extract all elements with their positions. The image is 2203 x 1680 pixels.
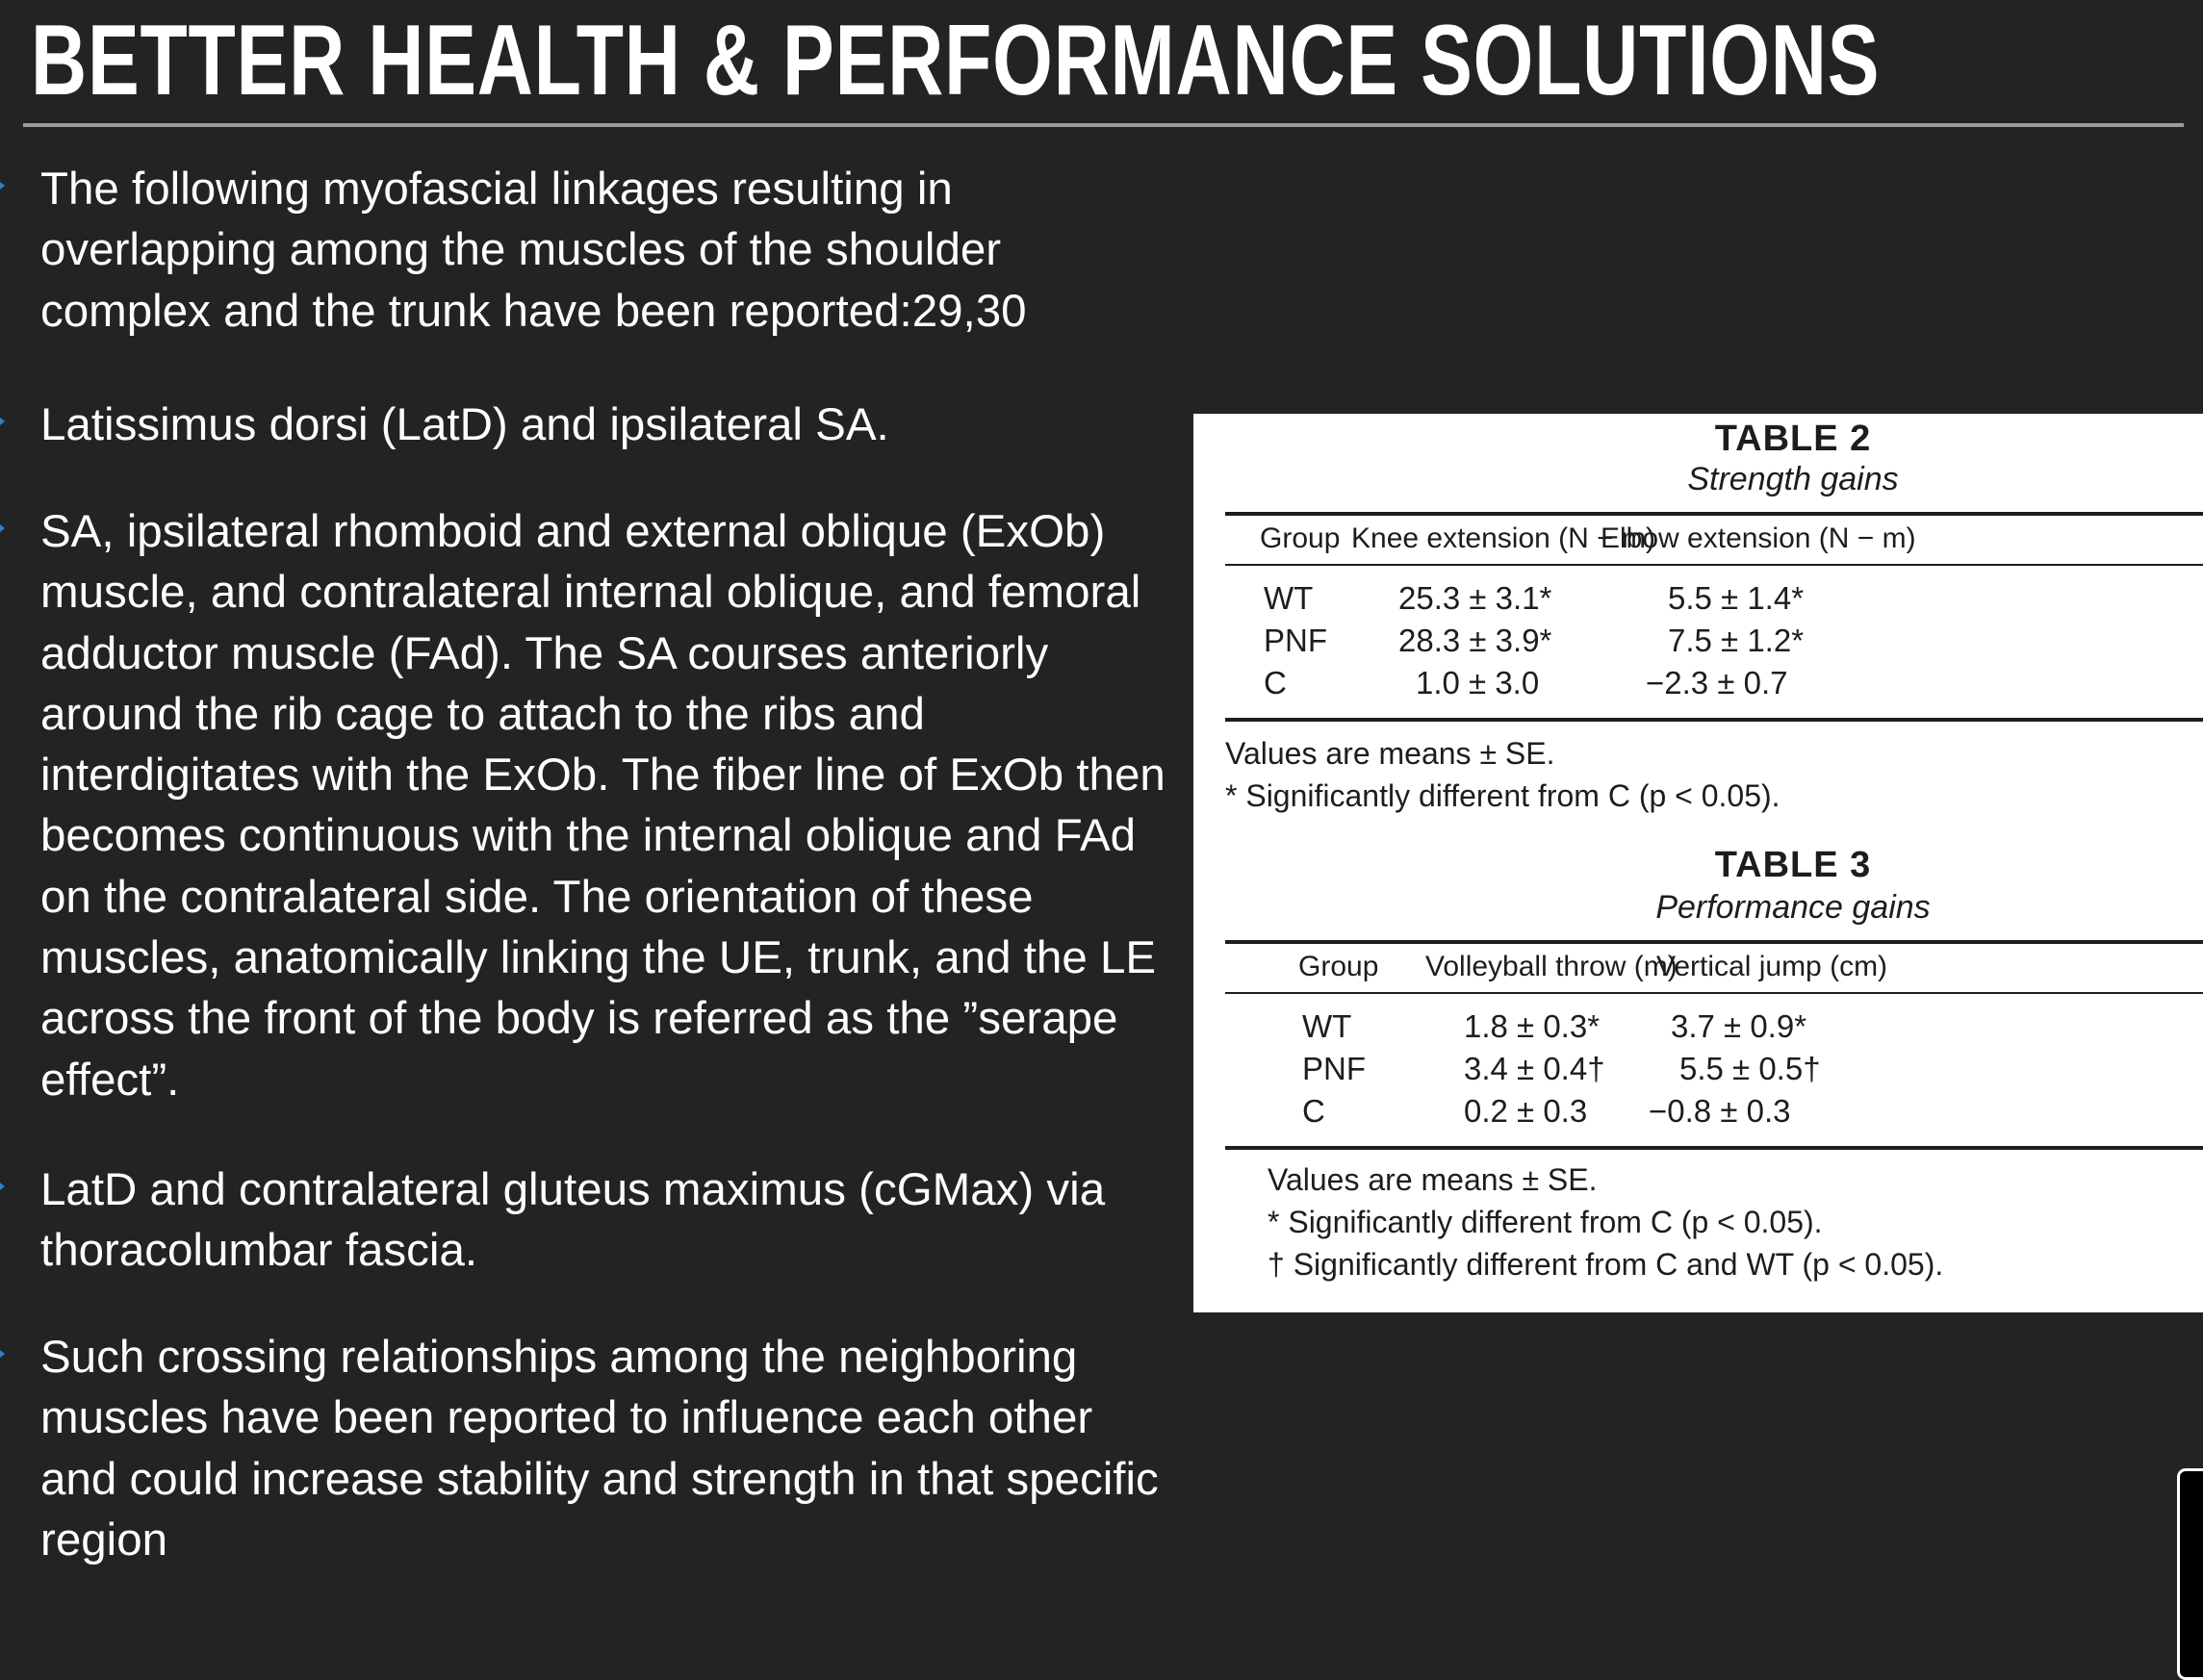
slide-title: BETTER HEALTH & PERFORMANCE SOLUTIONS [31,5,1881,116]
table-note: Values are means ± SE. [1268,1162,1598,1197]
column-header: Volleyball throw (m) [1425,951,1678,982]
column-header: Knee extension (N − m) [1351,522,1655,554]
tables-image [1193,414,2203,1312]
table-note: * Significantly different from C (p < 0.05). [1268,1205,1823,1239]
column-header: Elbow extension (N − m) [1601,522,1916,554]
table-cell: PNF [1302,1051,1366,1086]
table-title: TABLE 3 [1714,845,1872,885]
table-cell: 0.2 ± 0.3 [1464,1093,1588,1129]
bullet-text: Latissimus dorsi (LatD) and ipsilateral SA. [40,399,889,450]
table-cell: 3.4 ± 0.4† [1464,1051,1605,1086]
table-cell: WT [1264,580,1314,616]
table-bottom-rule [1225,718,2203,722]
table-note: † Significantly different from C and WT (p < 0.05). [1268,1247,1944,1282]
table-cell: PNF [1264,623,1327,658]
bullet-item [0,1159,1174,1282]
table-note: Values are means ± SE. [1225,736,1555,771]
table-top-rule [1225,512,2203,516]
column-header: Group [1298,951,1379,982]
column-header: Group [1260,522,1341,554]
scrollbar-handle[interactable] [2177,1468,2203,1680]
bullet-item [0,395,1174,455]
bullet-arrow-icon [0,1350,5,1358]
bullet-text: SA, ipsilateral rhomboid and external oblique (ExOb) muscle, and contralateral internal oblique, and femoral adductor muscle (FAd). The SA courses anteriorly around the rib cage to attach to the ribs and interdigitates with the ExOb. The fiber line of ExOb then becomes continuous with the internal oblique and FAd on the contralateral side. The orientation of these muscles, anatomically linking the UE, trunk, and the LE across the front of the body is referred as the ”serape effect”. [40,506,1166,1106]
bullet-arrow-icon [0,1183,5,1190]
table-cell: 28.3 ± 3.9* [1398,623,1552,658]
bullet-arrow-icon [0,524,5,532]
table-title: TABLE 2 [1714,419,1872,459]
table-bottom-rule [1225,1146,2203,1150]
bullet-item [0,159,1174,342]
table-note: * Significantly different from C (p < 0.05). [1225,778,1780,813]
bullet-item [0,501,1174,1110]
bullet-text: Such crossing relationships among the neighboring muscles have been reported to influence each other and could increase stability and strength in that specific region [40,1332,1159,1565]
table-cell: 5.5 ± 1.4* [1668,580,1805,616]
bullet-arrow-icon [0,418,5,425]
bullet-arrow-icon [0,182,5,190]
table-cell: C [1302,1093,1325,1129]
table-cell: 1.8 ± 0.3* [1464,1008,1601,1044]
table-header-rule [1225,992,2203,994]
table-header-rule [1225,564,2203,566]
bullet-item [0,1327,1174,1570]
bullet-text: The following myofascial linkages resulting in overlapping among the muscles of the shoulder complex and the trunk have been reported:29,30 [40,164,1027,337]
table-top-rule [1225,940,2203,944]
table-cell: C [1264,665,1287,700]
table-subtitle: Performance gains [1655,889,1931,926]
table-cell: 1.0 ± 3.0 [1416,665,1540,700]
table-cell: 25.3 ± 3.1* [1398,580,1552,616]
table-cell: −0.8 ± 0.3 [1649,1093,1791,1129]
column-header: Vertical jump (cm) [1656,951,1888,982]
bullet-text: LatD and contralateral gluteus maximus (cGMax) via thoracolumbar fascia. [40,1164,1106,1277]
table-cell: 7.5 ± 1.2* [1668,623,1805,658]
table-cell: 5.5 ± 0.5† [1679,1051,1821,1086]
table-cell: 3.7 ± 0.9* [1671,1008,1807,1044]
title-divider [23,123,2184,127]
table-subtitle: Strength gains [1687,461,1899,497]
table-cell: −2.3 ± 0.7 [1646,665,1788,700]
table-cell: WT [1302,1008,1352,1044]
